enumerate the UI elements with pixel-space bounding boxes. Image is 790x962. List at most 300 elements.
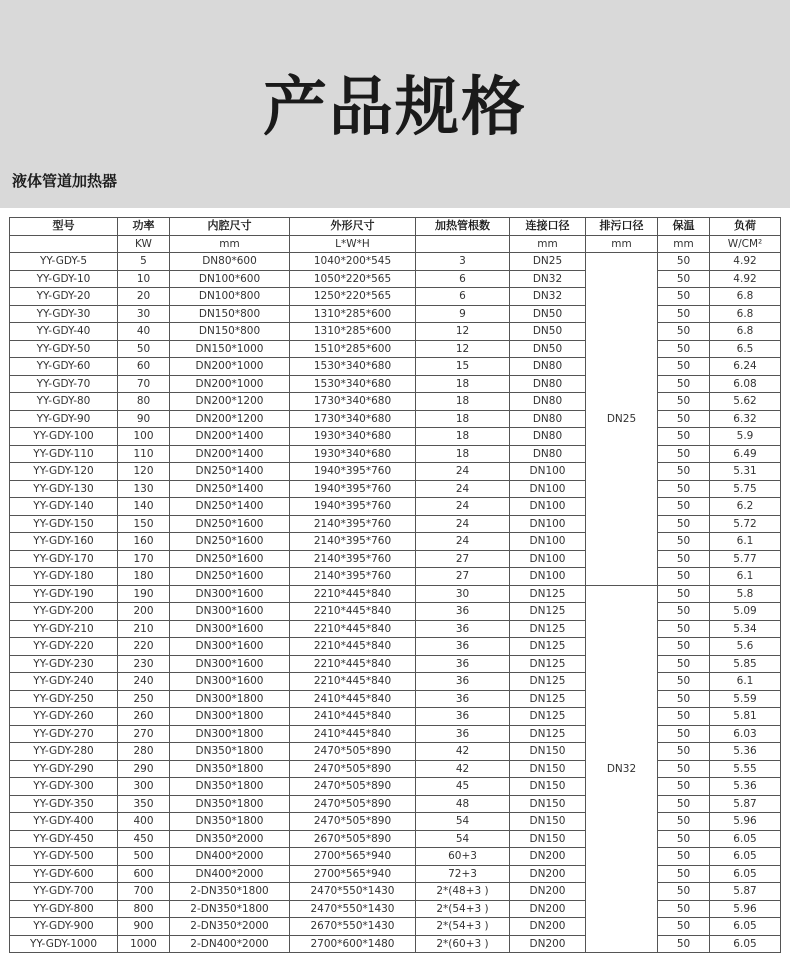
cell-insulation: 50 — [658, 550, 710, 568]
cell-drain: DN32 — [586, 585, 658, 953]
cell-insulation: 50 — [658, 305, 710, 323]
cell-outer-size: 2210*445*840 — [290, 620, 416, 638]
cell-outer-size: 1040*200*545 — [290, 253, 416, 271]
cell-insulation: 50 — [658, 393, 710, 411]
cell-power: 40 — [118, 323, 170, 341]
spec-table — [9, 217, 781, 953]
unit-load: W/CM² — [710, 235, 781, 253]
cell-model: YY-GDY-220 — [10, 638, 118, 656]
cell-inner-size: DN200*1200 — [170, 410, 290, 428]
cell-inner-size: DN350*1800 — [170, 813, 290, 831]
cell-model: YY-GDY-270 — [10, 725, 118, 743]
cell-model: YY-GDY-260 — [10, 708, 118, 726]
unit-model — [10, 235, 118, 253]
table-row — [10, 935, 781, 953]
cell-model: YY-GDY-300 — [10, 778, 118, 796]
cell-connection: DN100 — [510, 515, 586, 533]
cell-inner-size: DN250*1400 — [170, 480, 290, 498]
cell-inner-size: DN350*1800 — [170, 743, 290, 761]
cell-load: 6.8 — [710, 323, 781, 341]
cell-connection: DN80 — [510, 393, 586, 411]
cell-model: YY-GDY-400 — [10, 813, 118, 831]
cell-power: 220 — [118, 638, 170, 656]
cell-tube-count: 54 — [416, 813, 510, 831]
cell-outer-size: 2470*550*1430 — [290, 883, 416, 901]
cell-model: YY-GDY-210 — [10, 620, 118, 638]
cell-model: YY-GDY-150 — [10, 515, 118, 533]
cell-inner-size: DN300*1600 — [170, 655, 290, 673]
cell-connection: DN200 — [510, 865, 586, 883]
cell-tube-count: 24 — [416, 515, 510, 533]
unit-row — [10, 235, 781, 253]
cell-inner-size: DN100*600 — [170, 270, 290, 288]
cell-power: 500 — [118, 848, 170, 866]
cell-insulation: 50 — [658, 375, 710, 393]
cell-load: 6.05 — [710, 848, 781, 866]
table-row — [10, 638, 781, 656]
unit-outer-size: L*W*H — [290, 235, 416, 253]
table-row — [10, 428, 781, 446]
cell-connection: DN100 — [510, 568, 586, 586]
cell-tube-count: 24 — [416, 480, 510, 498]
cell-connection: DN100 — [510, 550, 586, 568]
cell-load: 5.6 — [710, 638, 781, 656]
cell-insulation: 50 — [658, 253, 710, 271]
cell-tube-count: 2*(54+3 ) — [416, 918, 510, 936]
cell-connection: DN100 — [510, 463, 586, 481]
cell-connection: DN125 — [510, 585, 586, 603]
cell-load: 5.72 — [710, 515, 781, 533]
cell-tube-count: 18 — [416, 445, 510, 463]
cell-outer-size: 1530*340*680 — [290, 358, 416, 376]
cell-load: 6.05 — [710, 918, 781, 936]
cell-tube-count: 2*(48+3 ) — [416, 883, 510, 901]
cell-connection: DN200 — [510, 848, 586, 866]
cell-connection: DN50 — [510, 340, 586, 358]
cell-model: YY-GDY-5 — [10, 253, 118, 271]
cell-power: 140 — [118, 498, 170, 516]
cell-model: YY-GDY-1000 — [10, 935, 118, 953]
cell-outer-size: 1930*340*680 — [290, 428, 416, 446]
cell-power: 110 — [118, 445, 170, 463]
cell-model: YY-GDY-600 — [10, 865, 118, 883]
cell-inner-size: DN300*1800 — [170, 690, 290, 708]
cell-outer-size: 2210*445*840 — [290, 585, 416, 603]
cell-inner-size: DN250*1600 — [170, 515, 290, 533]
cell-insulation: 50 — [658, 830, 710, 848]
cell-inner-size: DN300*1600 — [170, 673, 290, 691]
cell-model: YY-GDY-700 — [10, 883, 118, 901]
table-row — [10, 498, 781, 516]
cell-load: 6.24 — [710, 358, 781, 376]
cell-outer-size: 1940*395*760 — [290, 480, 416, 498]
cell-outer-size: 1930*340*680 — [290, 445, 416, 463]
table-row — [10, 305, 781, 323]
cell-tube-count: 6 — [416, 270, 510, 288]
cell-connection: DN100 — [510, 498, 586, 516]
cell-model: YY-GDY-290 — [10, 760, 118, 778]
cell-connection: DN125 — [510, 708, 586, 726]
column-header-connection: 连接口径 — [510, 218, 586, 236]
cell-connection: DN80 — [510, 428, 586, 446]
cell-power: 200 — [118, 603, 170, 621]
cell-model: YY-GDY-450 — [10, 830, 118, 848]
cell-outer-size: 1530*340*680 — [290, 375, 416, 393]
cell-connection: DN150 — [510, 743, 586, 761]
cell-tube-count: 36 — [416, 708, 510, 726]
cell-outer-size: 2700*565*940 — [290, 848, 416, 866]
cell-tube-count: 3 — [416, 253, 510, 271]
cell-model: YY-GDY-70 — [10, 375, 118, 393]
cell-inner-size: DN250*1600 — [170, 568, 290, 586]
cell-load: 5.85 — [710, 655, 781, 673]
cell-inner-size: DN150*1000 — [170, 340, 290, 358]
cell-model: YY-GDY-100 — [10, 428, 118, 446]
table-row — [10, 410, 781, 428]
table-row — [10, 550, 781, 568]
cell-outer-size: 2470*505*890 — [290, 795, 416, 813]
cell-outer-size: 2140*395*760 — [290, 515, 416, 533]
cell-model: YY-GDY-240 — [10, 673, 118, 691]
cell-insulation: 50 — [658, 288, 710, 306]
unit-connection: mm — [510, 235, 586, 253]
cell-insulation: 50 — [658, 515, 710, 533]
cell-power: 100 — [118, 428, 170, 446]
cell-power: 400 — [118, 813, 170, 831]
cell-insulation: 50 — [658, 900, 710, 918]
cell-connection: DN125 — [510, 638, 586, 656]
cell-outer-size: 2410*445*840 — [290, 708, 416, 726]
cell-tube-count: 18 — [416, 428, 510, 446]
unit-power: KW — [118, 235, 170, 253]
table-row — [10, 340, 781, 358]
page-subtitle: 液体管道加热器 — [12, 172, 118, 190]
cell-tube-count: 6 — [416, 288, 510, 306]
cell-outer-size: 2470*505*890 — [290, 778, 416, 796]
cell-load: 5.75 — [710, 480, 781, 498]
cell-inner-size: DN250*1400 — [170, 463, 290, 481]
cell-insulation: 50 — [658, 918, 710, 936]
cell-insulation: 50 — [658, 848, 710, 866]
cell-model: YY-GDY-20 — [10, 288, 118, 306]
cell-tube-count: 24 — [416, 463, 510, 481]
cell-inner-size: 2-DN350*2000 — [170, 918, 290, 936]
cell-load: 5.59 — [710, 690, 781, 708]
table-row — [10, 568, 781, 586]
cell-load: 6.05 — [710, 830, 781, 848]
cell-insulation: 50 — [658, 778, 710, 796]
table-row — [10, 445, 781, 463]
cell-model: YY-GDY-170 — [10, 550, 118, 568]
cell-tube-count: 18 — [416, 375, 510, 393]
cell-inner-size: DN250*1400 — [170, 498, 290, 516]
cell-tube-count: 36 — [416, 690, 510, 708]
cell-model: YY-GDY-50 — [10, 340, 118, 358]
cell-load: 5.9 — [710, 428, 781, 446]
cell-power: 600 — [118, 865, 170, 883]
column-header-tube-count: 加热管根数 — [416, 218, 510, 236]
cell-tube-count: 15 — [416, 358, 510, 376]
cell-tube-count: 54 — [416, 830, 510, 848]
cell-outer-size: 2410*445*840 — [290, 690, 416, 708]
column-header-outer-size: 外形尺寸 — [290, 218, 416, 236]
table-row — [10, 865, 781, 883]
table-row — [10, 270, 781, 288]
cell-insulation: 50 — [658, 568, 710, 586]
cell-model: YY-GDY-120 — [10, 463, 118, 481]
cell-insulation: 50 — [658, 743, 710, 761]
cell-inner-size: DN200*1400 — [170, 445, 290, 463]
cell-load: 6.1 — [710, 568, 781, 586]
cell-tube-count: 18 — [416, 410, 510, 428]
cell-insulation: 50 — [658, 358, 710, 376]
cell-connection: DN150 — [510, 778, 586, 796]
cell-model: YY-GDY-130 — [10, 480, 118, 498]
cell-tube-count: 24 — [416, 533, 510, 551]
cell-inner-size: DN100*800 — [170, 288, 290, 306]
cell-tube-count: 36 — [416, 638, 510, 656]
cell-inner-size: DN300*1600 — [170, 585, 290, 603]
cell-load: 5.36 — [710, 743, 781, 761]
cell-outer-size: 1050*220*565 — [290, 270, 416, 288]
cell-power: 20 — [118, 288, 170, 306]
cell-connection: DN80 — [510, 445, 586, 463]
cell-outer-size: 1310*285*600 — [290, 323, 416, 341]
cell-load: 6.03 — [710, 725, 781, 743]
table-row — [10, 393, 781, 411]
table-row — [10, 813, 781, 831]
column-header-insulation: 保温 — [658, 218, 710, 236]
cell-power: 900 — [118, 918, 170, 936]
cell-outer-size: 2700*600*1480 — [290, 935, 416, 953]
cell-load: 6.08 — [710, 375, 781, 393]
cell-connection: DN125 — [510, 620, 586, 638]
cell-tube-count: 30 — [416, 585, 510, 603]
cell-model: YY-GDY-350 — [10, 795, 118, 813]
cell-inner-size: DN250*1600 — [170, 550, 290, 568]
table-row — [10, 690, 781, 708]
cell-power: 250 — [118, 690, 170, 708]
cell-insulation: 50 — [658, 323, 710, 341]
cell-tube-count: 24 — [416, 498, 510, 516]
cell-power: 60 — [118, 358, 170, 376]
unit-inner-size: mm — [170, 235, 290, 253]
table-row — [10, 375, 781, 393]
table-row — [10, 603, 781, 621]
cell-tube-count: 36 — [416, 655, 510, 673]
cell-load: 5.87 — [710, 795, 781, 813]
cell-power: 270 — [118, 725, 170, 743]
cell-connection: DN125 — [510, 690, 586, 708]
cell-outer-size: 2210*445*840 — [290, 603, 416, 621]
column-header-drain: 排污口径 — [586, 218, 658, 236]
cell-inner-size: DN150*800 — [170, 305, 290, 323]
table-row — [10, 848, 781, 866]
cell-tube-count: 36 — [416, 620, 510, 638]
cell-connection: DN32 — [510, 270, 586, 288]
cell-model: YY-GDY-200 — [10, 603, 118, 621]
cell-power: 190 — [118, 585, 170, 603]
cell-load: 5.96 — [710, 813, 781, 831]
cell-outer-size: 2140*395*760 — [290, 533, 416, 551]
cell-inner-size: DN400*2000 — [170, 865, 290, 883]
cell-outer-size: 2140*395*760 — [290, 550, 416, 568]
cell-connection: DN80 — [510, 410, 586, 428]
table-row — [10, 778, 781, 796]
cell-insulation: 50 — [658, 865, 710, 883]
cell-connection: DN125 — [510, 673, 586, 691]
cell-connection: DN80 — [510, 358, 586, 376]
cell-connection: DN200 — [510, 918, 586, 936]
cell-inner-size: DN200*1200 — [170, 393, 290, 411]
cell-load: 5.81 — [710, 708, 781, 726]
table-row — [10, 900, 781, 918]
cell-power: 5 — [118, 253, 170, 271]
cell-power: 700 — [118, 883, 170, 901]
cell-load: 4.92 — [710, 253, 781, 271]
cell-insulation: 50 — [658, 795, 710, 813]
table-row — [10, 358, 781, 376]
cell-insulation: 50 — [658, 620, 710, 638]
cell-insulation: 50 — [658, 883, 710, 901]
cell-outer-size: 2470*505*890 — [290, 760, 416, 778]
cell-inner-size: DN350*1800 — [170, 795, 290, 813]
cell-outer-size: 2700*565*940 — [290, 865, 416, 883]
cell-load: 5.36 — [710, 778, 781, 796]
cell-inner-size: 2-DN350*1800 — [170, 883, 290, 901]
cell-load: 4.92 — [710, 270, 781, 288]
cell-outer-size: 2470*505*890 — [290, 813, 416, 831]
cell-power: 210 — [118, 620, 170, 638]
cell-tube-count: 36 — [416, 725, 510, 743]
cell-inner-size: DN200*1000 — [170, 375, 290, 393]
cell-load: 6.5 — [710, 340, 781, 358]
cell-power: 50 — [118, 340, 170, 358]
cell-load: 5.96 — [710, 900, 781, 918]
cell-tube-count: 36 — [416, 603, 510, 621]
cell-outer-size: 1510*285*600 — [290, 340, 416, 358]
cell-connection: DN150 — [510, 795, 586, 813]
cell-model: YY-GDY-40 — [10, 323, 118, 341]
cell-outer-size: 2470*550*1430 — [290, 900, 416, 918]
cell-power: 160 — [118, 533, 170, 551]
cell-load: 6.8 — [710, 305, 781, 323]
cell-inner-size: DN300*1600 — [170, 638, 290, 656]
cell-tube-count: 42 — [416, 760, 510, 778]
cell-insulation: 50 — [658, 708, 710, 726]
cell-outer-size: 2210*445*840 — [290, 673, 416, 691]
cell-load: 6.05 — [710, 865, 781, 883]
cell-model: YY-GDY-900 — [10, 918, 118, 936]
cell-tube-count: 36 — [416, 673, 510, 691]
unit-insulation: mm — [658, 235, 710, 253]
cell-tube-count: 48 — [416, 795, 510, 813]
cell-connection: DN200 — [510, 883, 586, 901]
cell-load: 6.32 — [710, 410, 781, 428]
cell-tube-count: 9 — [416, 305, 510, 323]
table-row — [10, 760, 781, 778]
unit-tube-count — [416, 235, 510, 253]
cell-inner-size: DN300*1600 — [170, 620, 290, 638]
cell-inner-size: DN350*1800 — [170, 778, 290, 796]
cell-insulation: 50 — [658, 760, 710, 778]
cell-insulation: 50 — [658, 935, 710, 953]
cell-insulation: 50 — [658, 498, 710, 516]
cell-model: YY-GDY-140 — [10, 498, 118, 516]
cell-inner-size: 2-DN350*1800 — [170, 900, 290, 918]
cell-insulation: 50 — [658, 655, 710, 673]
cell-load: 5.31 — [710, 463, 781, 481]
cell-power: 70 — [118, 375, 170, 393]
table-row — [10, 463, 781, 481]
cell-connection: DN32 — [510, 288, 586, 306]
cell-load: 6.1 — [710, 533, 781, 551]
cell-load: 6.1 — [710, 673, 781, 691]
cell-load: 5.87 — [710, 883, 781, 901]
cell-inner-size: 2-DN400*2000 — [170, 935, 290, 953]
cell-power: 120 — [118, 463, 170, 481]
cell-model: YY-GDY-30 — [10, 305, 118, 323]
cell-power: 10 — [118, 270, 170, 288]
table-row — [10, 708, 781, 726]
cell-inner-size: DN350*1800 — [170, 760, 290, 778]
cell-connection: DN125 — [510, 725, 586, 743]
cell-power: 290 — [118, 760, 170, 778]
cell-load: 5.55 — [710, 760, 781, 778]
cell-insulation: 50 — [658, 270, 710, 288]
header-banner — [0, 0, 790, 208]
cell-connection: DN50 — [510, 305, 586, 323]
cell-drain: DN25 — [586, 253, 658, 586]
cell-power: 280 — [118, 743, 170, 761]
table-row — [10, 918, 781, 936]
cell-connection: DN150 — [510, 813, 586, 831]
cell-load: 6.05 — [710, 935, 781, 953]
table-row — [10, 288, 781, 306]
cell-connection: DN25 — [510, 253, 586, 271]
cell-tube-count: 60+3 — [416, 848, 510, 866]
cell-connection: DN80 — [510, 375, 586, 393]
cell-power: 130 — [118, 480, 170, 498]
cell-power: 1000 — [118, 935, 170, 953]
table-row — [10, 253, 781, 271]
cell-model: YY-GDY-500 — [10, 848, 118, 866]
column-header-load: 负荷 — [710, 218, 781, 236]
cell-insulation: 50 — [658, 410, 710, 428]
cell-tube-count: 42 — [416, 743, 510, 761]
table-row — [10, 830, 781, 848]
cell-insulation: 50 — [658, 725, 710, 743]
table-row — [10, 620, 781, 638]
spec-table-container — [9, 217, 781, 953]
cell-insulation: 50 — [658, 813, 710, 831]
cell-connection: DN200 — [510, 900, 586, 918]
cell-tube-count: 27 — [416, 568, 510, 586]
cell-tube-count: 45 — [416, 778, 510, 796]
cell-load: 5.09 — [710, 603, 781, 621]
table-row — [10, 655, 781, 673]
cell-power: 170 — [118, 550, 170, 568]
cell-insulation: 50 — [658, 428, 710, 446]
cell-outer-size: 2670*550*1430 — [290, 918, 416, 936]
spec-table-body — [10, 253, 781, 953]
table-row — [10, 515, 781, 533]
cell-outer-size: 1730*340*680 — [290, 393, 416, 411]
cell-connection: DN50 — [510, 323, 586, 341]
column-header-inner-size: 内腔尺寸 — [170, 218, 290, 236]
table-row — [10, 323, 781, 341]
cell-model: YY-GDY-230 — [10, 655, 118, 673]
